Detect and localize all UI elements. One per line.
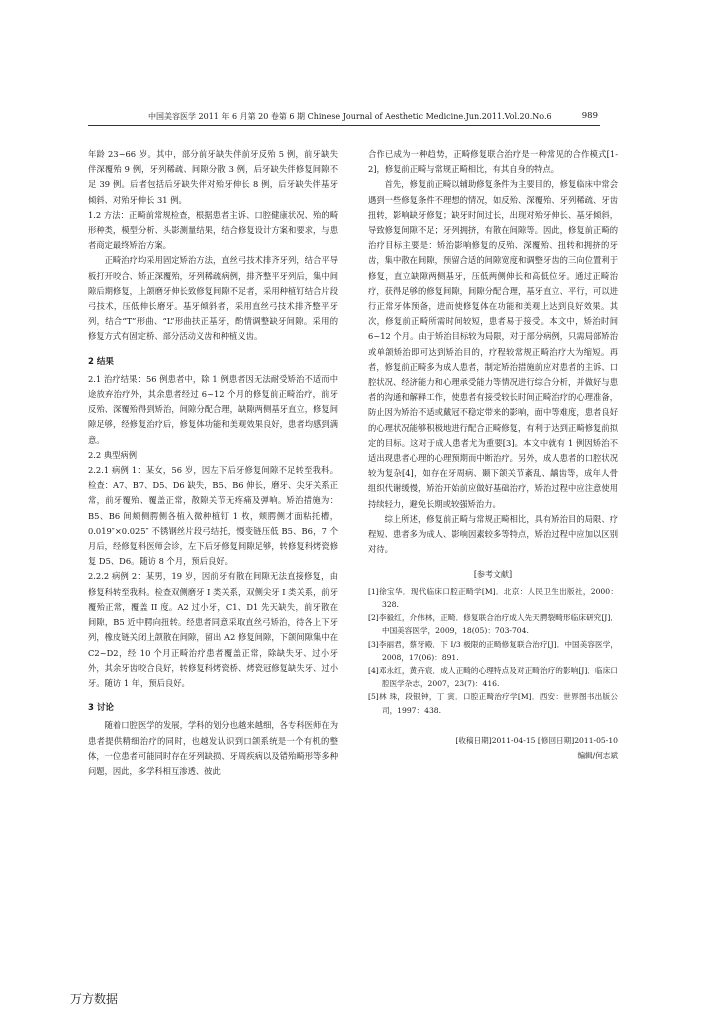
paragraph: 随着口腔医学的发展，学科的划分也越来越细，各专科医师在为患者提供精细治疗的同时，也越发认识到口颌系统是一个有机的整体，一位患者可能同时存在牙列缺损、牙周疾病以及错殆畸形等多种问题，因此，多学科相互渗透、彼此 — [88, 720, 338, 776]
left-column — [88, 147, 338, 779]
paragraph: 年龄 23~66 岁。其中，部分前牙缺失伴前牙反殆 5 例，前牙缺失伴深覆殆 9 例，牙列稀疏、间隙分散 3 例，后牙缺失伴修复间隙不足 39 例。后者包括后牙缺失伴对殆牙伸长 8 例，后牙缺失伴基牙倾斜、对殆牙伸长 31 例。 — [88, 149, 338, 205]
right-column — [368, 147, 618, 763]
reference-item: [3]李丽君，蔡牙殿．下 I/3 极限的正畸修复联合治疗[J]．中国美容医学，2008，17(06)：891. — [368, 639, 618, 662]
header-rule — [88, 125, 600, 126]
reference-item: [4]邓永红，黄卉宸．成人正畸的心理特点及对正畸治疗的影响[J]．临床口腔医学杂志，2007，23(7)：416. — [368, 665, 618, 689]
reference-item: [1]徐宝华．现代临床口腔正畸学[M]．北京：人民卫生出版社，2000：328. — [368, 586, 618, 609]
paragraph-conclusion: 综上所述，修复前正畸与常规正畸相比，具有矫治目的局限、疗程短、患者多为成人、影响因素较多等特点，矫治过程中应加以区别对待。 — [368, 513, 618, 555]
paragraph-treatment-results: 2.1 治疗结果：56 例患者中，除 1 例患者因无法耐受矫治不适而中途放弃治疗外，其余患者经过 6~12 个月的修复前正畸治疗，前牙反殆、深覆殆得到矫治，间隙分配合理，缺隙两侧基牙直立，修复间隙足够，经修复治疗后，修复体功能和美观效果良好，患者均感到满意。 — [88, 373, 338, 445]
running-header — [88, 111, 598, 125]
paragraph: 首先，修复前正畸以辅助修复条件为主要目的，修复临床中常会遇到一些修复条件不理想的情况，如反殆、深覆殆、牙列稀疏、牙齿扭转，影响缺牙修复；缺牙时间过长，出现对殆牙伸长、基牙倾斜，导致修复间隙不足；牙列拥挤，有散在间隙等。因此，修复前正畸的治疗目标主要是：矫治影响修复的反殆、深覆殆、扭转和拥挤的牙齿，集中散在间隙，预留合适的间隙宽度和调整牙齿的三向位置利于修复，直立缺隙两侧基牙，压低两侧伸长和高低位牙。通过正畸治疗，获得足够的修复间隙，间隙分配合理，基牙直立、平行，可以进行正常牙体预备，进而使修复体在功能和美观上达到良好效果。其次，修复前正畸所需时间较短，患者易于接受。本文中，矫治时间 6~12 个月。由于矫治目标较为局限，对于部分病例，只需局部矫治或单颌矫治即可达到矫治目的，疗程较常规正畸治疗大为缩短。再者，修复前正畸多为成人患者，制定矫治措施前应对患者的主诉、口腔状况、经济能力和心理承受能力等情况进行综合分析，并做好与患者的沟通和解释工作，使患者有接受较长时间正畸治疗的心理准备，防止因为矫治不适或戴冠不稳定带来的影响，面中等难度，患者良好的心理状况能够积极地进行配合正畸修复，有利于达到正畸修复前拟定的目标。这对于成人患者尤为重要[3]。本文中就有 1 例因矫治不适出现患者心理的心理预期而中断治疗。另外，成人患者的口腔状况较为复杂[4]，如存在牙周病、颞下颌关节紊乱、龋齿等，成年人骨组织代谢缓慢，矫治开始前应做好基础治疗，矫治过程中应注意使用持续轻力，避免长期或较强矫治力。 — [368, 179, 618, 509]
reference-item: [2]李毅红，介伟林，正畸．修复联合治疗成人先天腭裂畸形临床研究[J]．中国美容医学，2009，18(05)：703-704. — [368, 613, 618, 636]
references-heading: [参考文献] — [473, 570, 513, 580]
subheading-typical-cases: 2.2 典型病例 — [88, 449, 138, 460]
section-heading-results: 2 结果 — [88, 356, 114, 367]
section-heading-discussion: 3 讨论 — [88, 703, 114, 714]
journal-citation: 中国美容医学 2011 年 6 月第 20 卷第 6 期 Chinese Journal of Aesthetic Medicine.Jun.2011.Vol.20.No.6 — [148, 112, 552, 121]
page-number: 989 — [581, 111, 598, 121]
paragraph-methods: 1.2 方法：正畸前常规检查，根据患者主诉、口腔健康状况、殆的畸形种类，模型分析、头影测量结果，结合修复设计方案和要求，与患者商定最终矫治方案。 — [88, 209, 338, 251]
received-revised-dates: [收稿日期]2011-04-15 [修回日期]2011-05-10 — [455, 735, 618, 745]
paragraph: 合作已成为一种趋势，正畸修复联合治疗是一种常见的合作模式[1-2]，修复前正畸与常规正畸相比，有其自身的特点。 — [368, 149, 618, 175]
paragraph: 正畸治疗均采用固定矫治方法，直丝弓技术排齐牙列，结合平导板打开咬合、矫正深覆殆，牙列稀疏病例，排齐整平牙列后，集中间隙后期修复，上颌磨牙伸长致修复间隙不足者，采用种植钉结合片段弓技术，压低伸长磨牙。基牙倾斜者，采用直丝弓技术排齐整平牙列，结合“T”形曲、“L”形曲扶正基牙，酌情调整缺牙间隙。采用的修复方式有固定桥、部分活动义齿和种植义齿。 — [88, 255, 338, 342]
paragraph-case-2: 2.2.2 病例 2：某男，19 岁，因前牙有散在间隙无法直接修复，由修复科转至我科。检查双侧磨牙 I 类关系，双侧尖牙 I 类关系，前牙覆殆正常，覆盖 II 度。A2 过小牙，C1、D1 先天缺失，前牙散在间隙，B5 近中腭向扭转。经患者同意采取直丝弓矫治，待各上下牙列，橡皮链关闭上颌散在间隙，留出 A2 修复间隙，下颌间隙集中在 C2~D2，经 10 个月正畸治疗患者覆盖正常，除缺失牙、过小牙外，其余牙齿咬合良好，转修复科烤瓷桥、烤瓷冠修复缺失牙、过小牙。随访 1 年，预后良好。 — [88, 571, 338, 688]
reference-item: [5]林 珠，段银钟，丁 寅．口腔正畸治疗学[M]．西安：世界图书出版公司，1997：438. — [368, 692, 618, 715]
paragraph-case-1: 2.2.1 病例 1：某女，56 岁，因左下后牙修复间隙不足转至我科。检查：A7、B7、D5、D6 缺失，B5、B6 伸长，磨牙、尖牙关系正常，前牙覆殆、覆盖正常，散隙关节无疼痛及弹响。矫治措施为：B5、B6 间颊侧腭侧各植入微种植钉 1 枚，颊腭侧才面粘托槽，0.019″×0.025″ 不锈钢丝片段弓结托，慢变链压低 B5、B6，7 个月后，经修复科医师会诊，左下后牙修复间隙足够，转修复科烤瓷修复 D5、D6。随访 8 个月，预后良好。 — [88, 465, 338, 567]
editor-credit: 编辑/何志斌 — [577, 750, 618, 760]
wanfang-watermark: 万方数据 — [70, 992, 119, 1006]
